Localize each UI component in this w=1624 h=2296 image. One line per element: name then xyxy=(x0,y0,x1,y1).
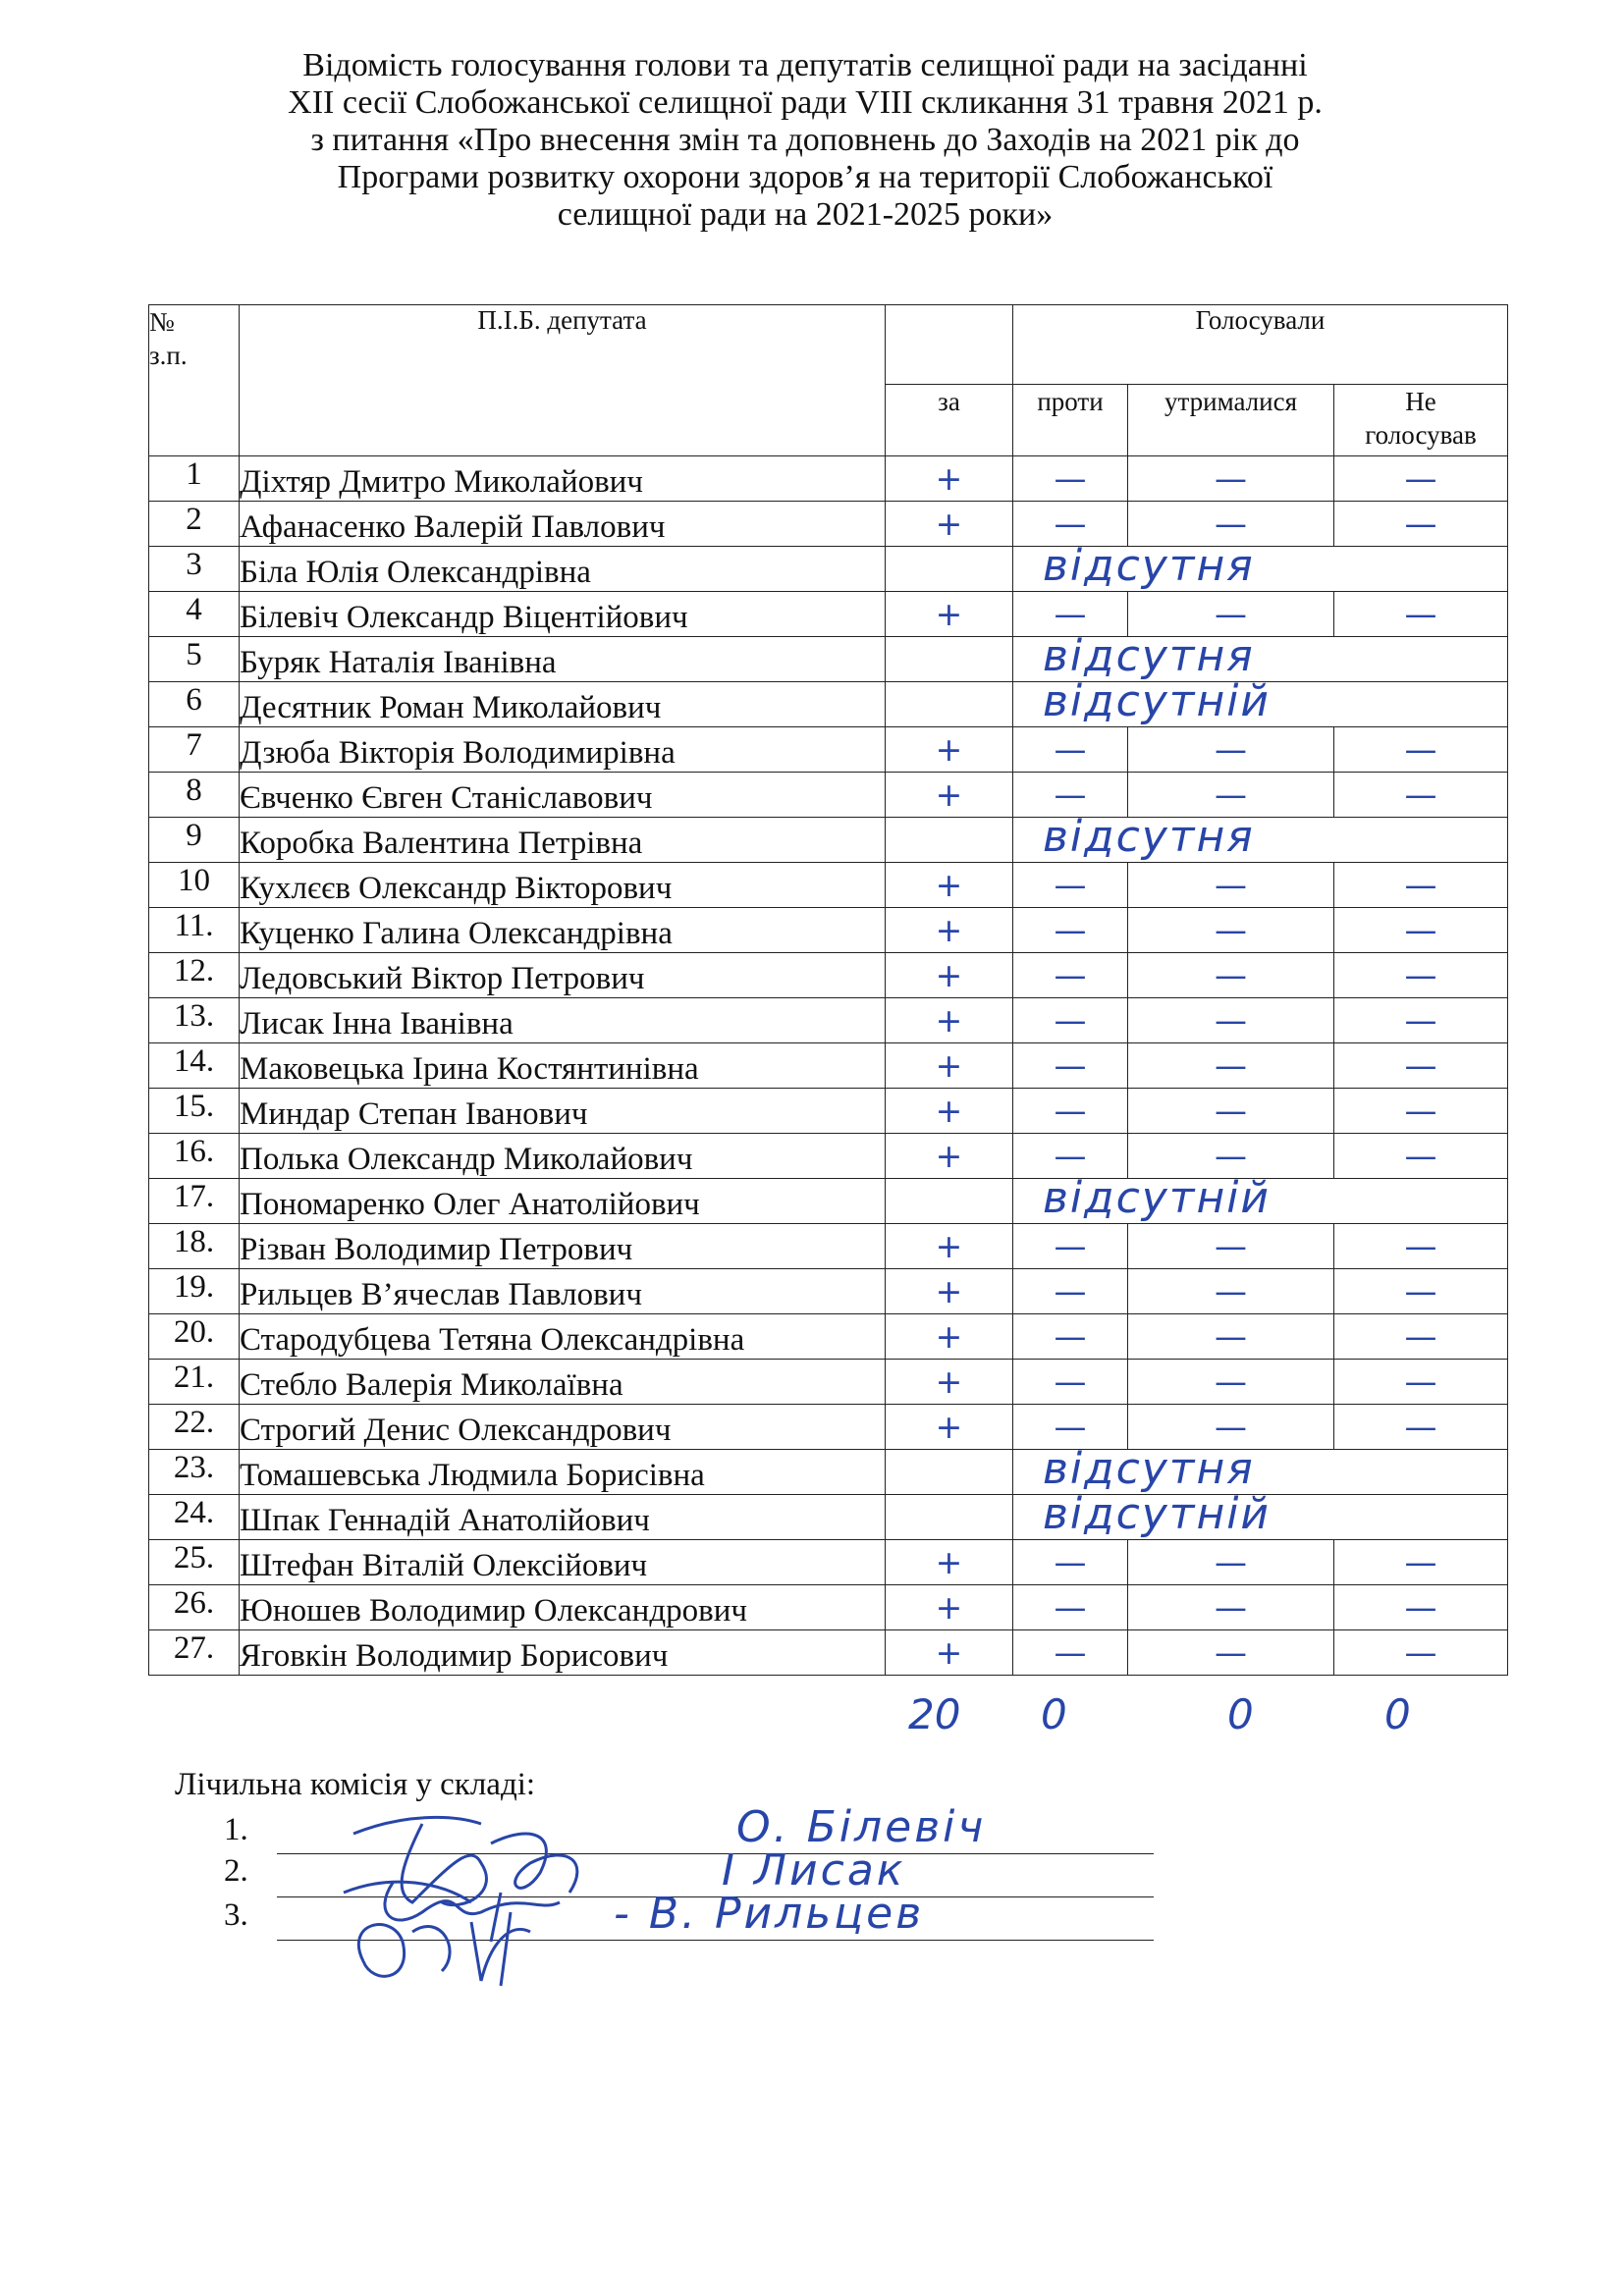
absent-text: відсутня xyxy=(1043,812,1255,862)
vote-utrymalysia: — xyxy=(1128,1540,1334,1585)
vote-not-voted: — xyxy=(1334,1269,1508,1314)
vote-za: + xyxy=(886,1585,1013,1630)
deputy-name: Дзюба Вікторія Володимирівна xyxy=(240,727,886,773)
vote-proty: — xyxy=(1013,727,1128,773)
vote-za: + xyxy=(886,727,1013,773)
row-number: 22. xyxy=(149,1405,240,1450)
table-row xyxy=(149,1314,1508,1360)
vote-proty: — xyxy=(1013,773,1128,818)
vote-za: + xyxy=(886,1314,1013,1360)
row-number: 18. xyxy=(149,1224,240,1269)
header-proty: проти xyxy=(1013,385,1128,456)
table-body xyxy=(149,456,1508,1676)
deputy-name: Юношев Володимир Олександрович xyxy=(240,1585,886,1630)
deputy-name: Афанасенко Валерій Павлович xyxy=(240,502,886,547)
deputy-name: Буряк Наталія Іванівна xyxy=(240,637,886,682)
vote-za xyxy=(886,1495,1013,1540)
table-row xyxy=(149,1179,1508,1224)
deputy-name: Стебло Валерія Миколаївна xyxy=(240,1360,886,1405)
table-row xyxy=(149,1405,1508,1450)
vote-za: + xyxy=(886,863,1013,908)
vote-proty: — xyxy=(1013,1224,1128,1269)
table-row xyxy=(149,1630,1508,1676)
deputy-name: Пономаренко Олег Анатолійович xyxy=(240,1179,886,1224)
row-number: 5 xyxy=(149,637,240,682)
absent-text: відсутня xyxy=(1043,541,1255,591)
vote-proty: — xyxy=(1013,953,1128,998)
vote-proty: — xyxy=(1013,1089,1128,1134)
table-row xyxy=(149,1360,1508,1405)
vote-proty: — xyxy=(1013,1269,1128,1314)
deputy-name: Миндар Степан Іванович xyxy=(240,1089,886,1134)
vote-proty: — xyxy=(1013,1043,1128,1089)
vote-not-voted: — xyxy=(1334,1314,1508,1360)
vote-utrymalysia: — xyxy=(1128,1360,1334,1405)
deputy-name: Євченко Євген Станіславович xyxy=(240,773,886,818)
vote-proty: — xyxy=(1013,592,1128,637)
vote-not-voted: — xyxy=(1334,1089,1508,1134)
vote-not-voted: — xyxy=(1334,863,1508,908)
table-row xyxy=(149,1495,1508,1540)
commission-member-name: О. Білевіч xyxy=(736,1802,987,1852)
table-row xyxy=(149,1269,1508,1314)
vote-za: + xyxy=(886,773,1013,818)
header-utrymalysia: утрималися xyxy=(1128,385,1334,456)
header-number-sign: № xyxy=(149,307,175,337)
commission-member-name: І Лисак xyxy=(722,1845,906,1896)
row-number: 3 xyxy=(149,547,240,592)
vote-za xyxy=(886,818,1013,863)
table-row xyxy=(149,682,1508,727)
vote-za: + xyxy=(886,456,1013,502)
deputy-name: Маковецька Ірина Костянтинівна xyxy=(240,1043,886,1089)
vote-not-voted: — xyxy=(1334,1405,1508,1450)
row-number: 14. xyxy=(149,1043,240,1089)
vote-proty: — xyxy=(1013,1314,1128,1360)
table-row xyxy=(149,1224,1508,1269)
vote-not-voted: — xyxy=(1334,773,1508,818)
deputy-name: Полька Олександр Миколайович xyxy=(240,1134,886,1179)
deputy-name: Кухлєєв Олександр Вікторович xyxy=(240,863,886,908)
deputy-name: Куценко Галина Олександрівна xyxy=(240,908,886,953)
deputy-name: Яговкін Володимир Борисович xyxy=(240,1630,886,1676)
document-title xyxy=(196,47,1414,234)
table-row xyxy=(149,998,1508,1043)
vote-not-voted: — xyxy=(1334,1224,1508,1269)
vote-utrymalysia: — xyxy=(1128,727,1334,773)
table-row xyxy=(149,592,1508,637)
table-row xyxy=(149,1540,1508,1585)
absent-note xyxy=(1013,631,1508,682)
table-row xyxy=(149,863,1508,908)
vote-za: + xyxy=(886,502,1013,547)
row-number: 23. xyxy=(149,1450,240,1495)
vote-not-voted: — xyxy=(1334,998,1508,1043)
vote-not-voted: — xyxy=(1334,1043,1508,1089)
vote-not-voted: — xyxy=(1334,502,1508,547)
row-number: 26. xyxy=(149,1585,240,1630)
row-number: 24. xyxy=(149,1495,240,1540)
vote-proty: — xyxy=(1013,1540,1128,1585)
table-row xyxy=(149,1043,1508,1089)
deputy-name: Лисак Інна Іванівна xyxy=(240,998,886,1043)
vote-proty: — xyxy=(1013,908,1128,953)
absent-text: відсутній xyxy=(1043,676,1272,726)
vote-za: + xyxy=(886,1405,1013,1450)
commission-label: Лічильна комісія у складі: xyxy=(175,1767,536,1802)
row-number: 17. xyxy=(149,1179,240,1224)
header-not-voted xyxy=(1334,385,1508,456)
deputy-name: Рильцев В’ячеслав Павлович xyxy=(240,1269,886,1314)
vote-not-voted: — xyxy=(1334,1134,1508,1179)
deputy-name: Діхтяр Дмитро Миколайович xyxy=(240,456,886,502)
vote-utrymalysia: — xyxy=(1128,1224,1334,1269)
vote-proty: — xyxy=(1013,1360,1128,1405)
row-number: 11. xyxy=(149,908,240,953)
table-row xyxy=(149,1089,1508,1134)
row-number: 12. xyxy=(149,953,240,998)
vote-utrymalysia: — xyxy=(1128,1585,1334,1630)
row-number: 9 xyxy=(149,818,240,863)
total-utrymalysia: 0 xyxy=(1227,1690,1254,1738)
absent-text: відсутня xyxy=(1043,631,1255,681)
total-proty: 0 xyxy=(1041,1690,1067,1738)
header-name: П.І.Б. депутата xyxy=(240,305,886,456)
vote-za: + xyxy=(886,1630,1013,1676)
deputy-name: Томашевська Людмила Борисівна xyxy=(240,1450,886,1495)
table-row xyxy=(149,773,1508,818)
vote-not-voted: — xyxy=(1334,1360,1508,1405)
vote-proty: — xyxy=(1013,1134,1128,1179)
row-number: 16. xyxy=(149,1134,240,1179)
header-voted: Голосували xyxy=(1013,305,1508,385)
vote-utrymalysia: — xyxy=(1128,998,1334,1043)
absent-note xyxy=(1013,1489,1508,1540)
absent-note xyxy=(1013,812,1508,863)
vote-za: + xyxy=(886,1089,1013,1134)
absent-text: відсутня xyxy=(1043,1444,1255,1494)
row-number: 15. xyxy=(149,1089,240,1134)
header-number-abbr: з.п. xyxy=(149,341,188,370)
row-number: 21. xyxy=(149,1360,240,1405)
vote-proty: — xyxy=(1013,502,1128,547)
vote-utrymalysia: — xyxy=(1128,1089,1334,1134)
table-row xyxy=(149,1450,1508,1495)
vote-za: + xyxy=(886,592,1013,637)
vote-za: + xyxy=(886,1360,1013,1405)
table-row xyxy=(149,908,1508,953)
row-number: 27. xyxy=(149,1630,240,1676)
table-row xyxy=(149,456,1508,502)
vote-utrymalysia: — xyxy=(1128,592,1334,637)
title-line: селищної ради на 2021-2025 роки» xyxy=(557,196,1054,233)
table-row xyxy=(149,1134,1508,1179)
vote-za: + xyxy=(886,953,1013,998)
deputy-name: Стародубцева Тетяна Олександрівна xyxy=(240,1314,886,1360)
vote-proty: — xyxy=(1013,998,1128,1043)
header-za: за xyxy=(886,385,1013,456)
vote-utrymalysia: — xyxy=(1128,1269,1334,1314)
total-za: 20 xyxy=(908,1690,961,1738)
vote-not-voted: — xyxy=(1334,592,1508,637)
table-row xyxy=(149,953,1508,998)
row-number: 10 xyxy=(149,863,240,908)
absent-text: відсутній xyxy=(1043,1173,1272,1223)
vote-za xyxy=(886,1179,1013,1224)
deputy-name: Ледовський Віктор Петрович xyxy=(240,953,886,998)
commission-member-number: 2. xyxy=(224,1853,248,1889)
title-line: XII сесії Слобожанської селищної ради VIII скликання 31 травня 2021 р. xyxy=(288,84,1323,121)
row-number: 25. xyxy=(149,1540,240,1585)
vote-proty: — xyxy=(1013,863,1128,908)
deputy-name: Десятник Роман Миколайович xyxy=(240,682,886,727)
title-line: з питання «Про внесення змін та доповнень до Заходів на 2021 рік до xyxy=(310,122,1300,158)
vote-proty: — xyxy=(1013,1630,1128,1676)
vote-proty: — xyxy=(1013,456,1128,502)
absent-note xyxy=(1013,1444,1508,1495)
header-number xyxy=(149,305,240,456)
vote-utrymalysia: — xyxy=(1128,1405,1334,1450)
vote-utrymalysia: — xyxy=(1128,1134,1334,1179)
row-number: 20. xyxy=(149,1314,240,1360)
absent-note xyxy=(1013,676,1508,727)
vote-not-voted: — xyxy=(1334,1585,1508,1630)
deputy-name: Коробка Валентина Петрівна xyxy=(240,818,886,863)
table-row xyxy=(149,727,1508,773)
vote-not-voted: — xyxy=(1334,1630,1508,1676)
vote-utrymalysia: — xyxy=(1128,863,1334,908)
deputy-name: Різван Володимир Петрович xyxy=(240,1224,886,1269)
vote-za: + xyxy=(886,1540,1013,1585)
vote-utrymalysia: — xyxy=(1128,1043,1334,1089)
row-number: 19. xyxy=(149,1269,240,1314)
deputy-name: Білевіч Олександр Віцентійович xyxy=(240,592,886,637)
deputy-name: Біла Юлія Олександрівна xyxy=(240,547,886,592)
vote-not-voted: — xyxy=(1334,727,1508,773)
row-number: 13. xyxy=(149,998,240,1043)
vote-utrymalysia: — xyxy=(1128,1630,1334,1676)
row-number: 6 xyxy=(149,682,240,727)
vote-not-voted: — xyxy=(1334,908,1508,953)
table-row xyxy=(149,818,1508,863)
row-number: 1 xyxy=(149,456,240,502)
deputy-name: Штефан Віталій Олексійович xyxy=(240,1540,886,1585)
header-blank xyxy=(886,305,1013,385)
vote-za: + xyxy=(886,998,1013,1043)
title-line: Відомість голосування голови та депутатів селищної ради на засіданні xyxy=(302,47,1308,83)
table-row xyxy=(149,502,1508,547)
vote-utrymalysia: — xyxy=(1128,953,1334,998)
vote-za: + xyxy=(886,1134,1013,1179)
vote-za: + xyxy=(886,1269,1013,1314)
absent-note xyxy=(1013,1173,1508,1224)
signature-scribbles xyxy=(334,1804,668,1991)
absent-note xyxy=(1013,541,1508,592)
header-not-voted-line1: Не xyxy=(1405,387,1436,416)
table-row xyxy=(149,637,1508,682)
vote-za: + xyxy=(886,1043,1013,1089)
table-row xyxy=(149,547,1508,592)
vote-za: + xyxy=(886,908,1013,953)
vote-za: + xyxy=(886,1224,1013,1269)
vote-proty: — xyxy=(1013,1585,1128,1630)
vote-not-voted: — xyxy=(1334,456,1508,502)
vote-proty: — xyxy=(1013,1405,1128,1450)
total-not-voted: 0 xyxy=(1384,1690,1411,1738)
header-not-voted-line2: голосував xyxy=(1365,420,1477,450)
absent-text: відсутній xyxy=(1043,1489,1272,1539)
voting-table xyxy=(148,304,1508,1676)
vote-utrymalysia: — xyxy=(1128,456,1334,502)
commission-member-number: 1. xyxy=(224,1812,248,1847)
deputy-name: Строгий Денис Олександрович xyxy=(240,1405,886,1450)
commission-member-number: 3. xyxy=(224,1897,248,1933)
vote-utrymalysia: — xyxy=(1128,1314,1334,1360)
vote-za xyxy=(886,637,1013,682)
vote-utrymalysia: — xyxy=(1128,908,1334,953)
vote-utrymalysia: — xyxy=(1128,773,1334,818)
vote-za xyxy=(886,682,1013,727)
title-line: Програми розвитку охорони здоров’я на території Слобожанської xyxy=(337,159,1273,195)
deputy-name: Шпак Геннадій Анатолійович xyxy=(240,1495,886,1540)
row-number: 2 xyxy=(149,502,240,547)
row-number: 7 xyxy=(149,727,240,773)
row-number: 4 xyxy=(149,592,240,637)
vote-not-voted: — xyxy=(1334,1540,1508,1585)
vote-utrymalysia: — xyxy=(1128,502,1334,547)
commission-member-name: - В. Рильцев xyxy=(614,1889,925,1939)
vote-za xyxy=(886,547,1013,592)
table-row xyxy=(149,1585,1508,1630)
vote-za xyxy=(886,1450,1013,1495)
vote-not-voted: — xyxy=(1334,953,1508,998)
row-number: 8 xyxy=(149,773,240,818)
